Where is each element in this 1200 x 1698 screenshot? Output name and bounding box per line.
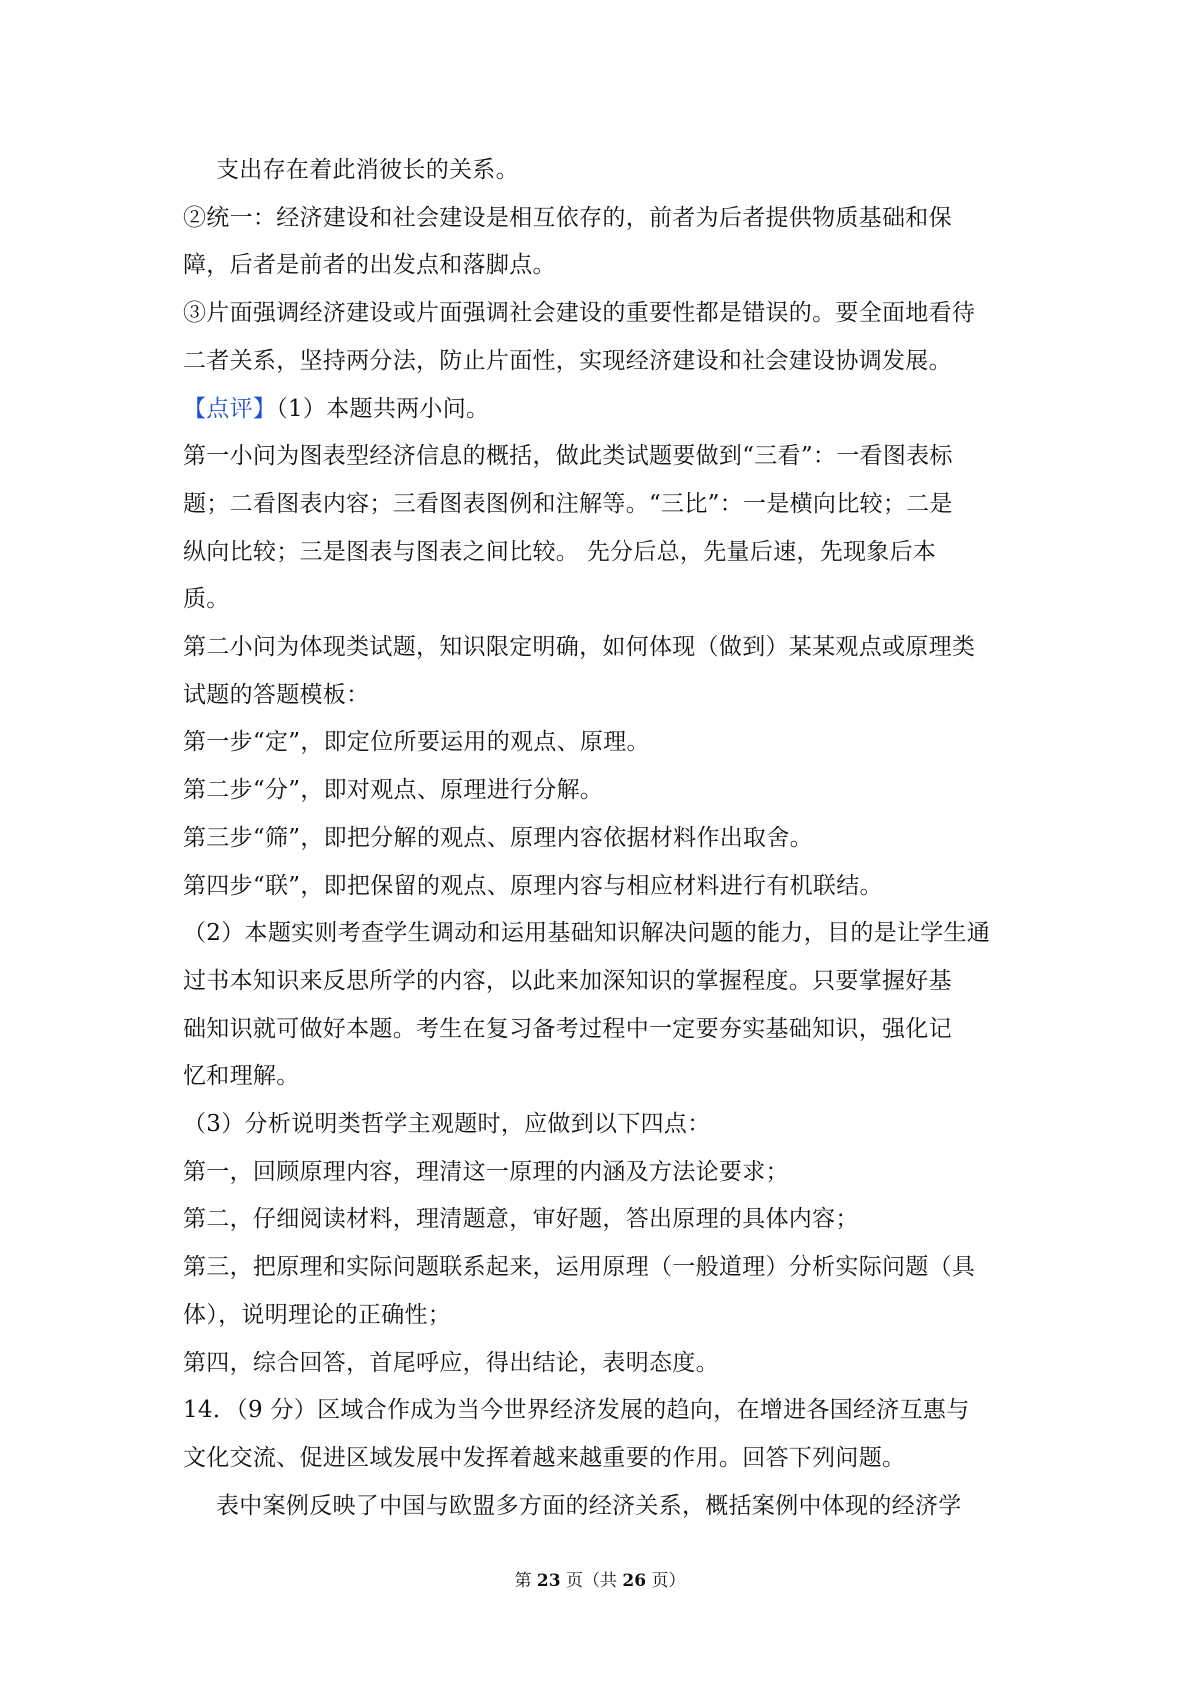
text-line — [183, 767, 1029, 815]
line-text: 质。 — [183, 586, 230, 613]
footer-suffix: 页） — [646, 1571, 686, 1591]
page-body — [183, 147, 1029, 1530]
text-line — [183, 1196, 1029, 1244]
text-line — [183, 1435, 1029, 1483]
text-line — [183, 1483, 1029, 1531]
line-text: （3）分析说明类哲学主观题时，应做到以下四点： — [183, 1111, 711, 1138]
line-text: （1）本题共两小问。 — [276, 395, 490, 422]
line-text: 文化交流、促进区域发展中发挥着越来越重要的作用。回答下列问题。 — [183, 1444, 906, 1471]
footer-total-pages: 26 — [622, 1571, 647, 1591]
line-text: 支出存在着此消彼长的关系。 — [216, 157, 519, 183]
line-text: 题；二看图表内容；三看图表图例和注解等。“三比”：一是横向比较；二是 — [183, 490, 953, 517]
paragraph-p17 — [183, 1387, 1029, 1482]
text-line — [183, 290, 1029, 338]
line-text: 第四，综合回答，首尾呼应，得出结论，表明态度。 — [183, 1349, 719, 1376]
line-text: （2）本题实则考查学生调动和运用基础知识解决问题的能力，目的是让学生通 — [183, 920, 991, 947]
text-line — [183, 1101, 1029, 1149]
text-line — [183, 1292, 1029, 1340]
text-line — [183, 529, 1029, 577]
paragraph-p7 — [183, 719, 1029, 767]
line-text: 体），说明理论的正确性； — [183, 1301, 452, 1328]
line-text: 第四步“联”，即把保留的观点、原理内容与相应材料进行有机联结。 — [183, 872, 883, 899]
paragraph-p1 — [183, 147, 1029, 195]
paragraph-p18 — [183, 1483, 1029, 1531]
paragraph-p3 — [183, 290, 1029, 385]
text-line — [216, 147, 1029, 195]
text-line — [183, 910, 1029, 958]
text-line — [183, 1149, 1029, 1197]
line-text: 过书本知识来反思所学的内容，以此来加深知识的掌握程度。只要掌握好基 — [183, 967, 952, 994]
paragraph-p15 — [183, 1244, 1029, 1339]
line-text: 第三，把原理和实际问题联系起来，运用原理（一般道理）分析实际问题（具 — [183, 1254, 976, 1281]
line-text: 础知识就可做好本题。考生在复习备考过程中一定要夯实基础知识，强化记 — [183, 1015, 952, 1042]
line-text: ②统一：经济建设和社会建设是相互依存的，前者为后者提供物质基础和保 — [183, 204, 952, 231]
text-line — [183, 863, 1029, 911]
line-text: 第二小问为体现类试题，知识限定明确，如何体现（做到）某某观点或原理类 — [183, 634, 976, 661]
text-line — [183, 719, 1029, 767]
text-line — [183, 386, 1029, 434]
text-line — [183, 195, 1029, 243]
line-text: 表中案例反映了中国与欧盟多方面的经济关系，概括案例中体现的经济学 — [216, 1492, 962, 1519]
line-text: 纵向比较；三是图表与图表之间比较。 先分后总，先量后速，先现象后本 — [183, 538, 937, 565]
text-line — [183, 672, 1029, 720]
text-line — [183, 576, 1029, 624]
text-line — [183, 624, 1029, 672]
line-text: 忆和理解。 — [183, 1063, 300, 1090]
paragraph-p14 — [183, 1196, 1029, 1244]
paragraph-p12 — [183, 1101, 1029, 1149]
text-line — [183, 1244, 1029, 1292]
text-line — [183, 1053, 1029, 1101]
text-line — [183, 433, 1029, 481]
text-line — [183, 1340, 1029, 1388]
line-text: 二者关系，坚持两分法，防止片面性，实现经济建设和社会建设协调发展。 — [183, 347, 952, 374]
comment-tag: 【点评】 — [183, 395, 277, 422]
line-text: 第二步“分”，即对观点、原理进行分解。 — [183, 777, 604, 804]
paragraph-p5 — [183, 433, 1029, 624]
footer-middle: 页（共 — [560, 1571, 623, 1591]
text-line — [183, 242, 1029, 290]
paragraph-p2 — [183, 195, 1029, 290]
line-text: 第一小问为图表型经济信息的概括，做此类试题要做到“三看”：一看图表标 — [183, 443, 953, 470]
line-text: 第三步“筛”，即把分解的观点、原理内容依据材料作出取舍。 — [183, 824, 813, 851]
text-line — [183, 958, 1029, 1006]
paragraph-p6 — [183, 624, 1029, 719]
paragraph-p16 — [183, 1340, 1029, 1388]
line-text: 第一步“定”，即定位所要运用的观点、原理。 — [183, 729, 650, 756]
page-footer — [0, 1566, 1200, 1591]
paragraph-p10 — [183, 863, 1029, 911]
footer-page-number: 23 — [536, 1571, 561, 1591]
paragraph-p4 — [183, 386, 1029, 434]
text-line — [183, 1387, 1029, 1435]
paragraph-p9 — [183, 815, 1029, 863]
paragraph-p13 — [183, 1149, 1029, 1197]
line-text: 障，后者是前者的出发点和落脚点。 — [183, 252, 556, 279]
line-text: ③片面强调经济建设或片面强调社会建设的重要性都是错误的。要全面地看待 — [183, 300, 976, 327]
line-text: 14．（9 分）区域合作成为当今世界经济发展的趋向，在增进各国经济互惠与 — [183, 1397, 970, 1424]
footer-prefix: 第 — [514, 1571, 537, 1591]
text-line — [183, 338, 1029, 386]
line-text: 第一，回顾原理内容，理清这一原理的内涵及方法论要求； — [183, 1158, 789, 1185]
paragraph-p11 — [183, 910, 1029, 1101]
paragraph-p8 — [183, 767, 1029, 815]
text-line — [183, 481, 1029, 529]
line-text: 试题的答题模板： — [183, 681, 370, 708]
text-line — [183, 815, 1029, 863]
line-text: 第二，仔细阅读材料，理清题意，审好题，答出原理的具体内容； — [183, 1206, 859, 1233]
text-line — [183, 1006, 1029, 1054]
